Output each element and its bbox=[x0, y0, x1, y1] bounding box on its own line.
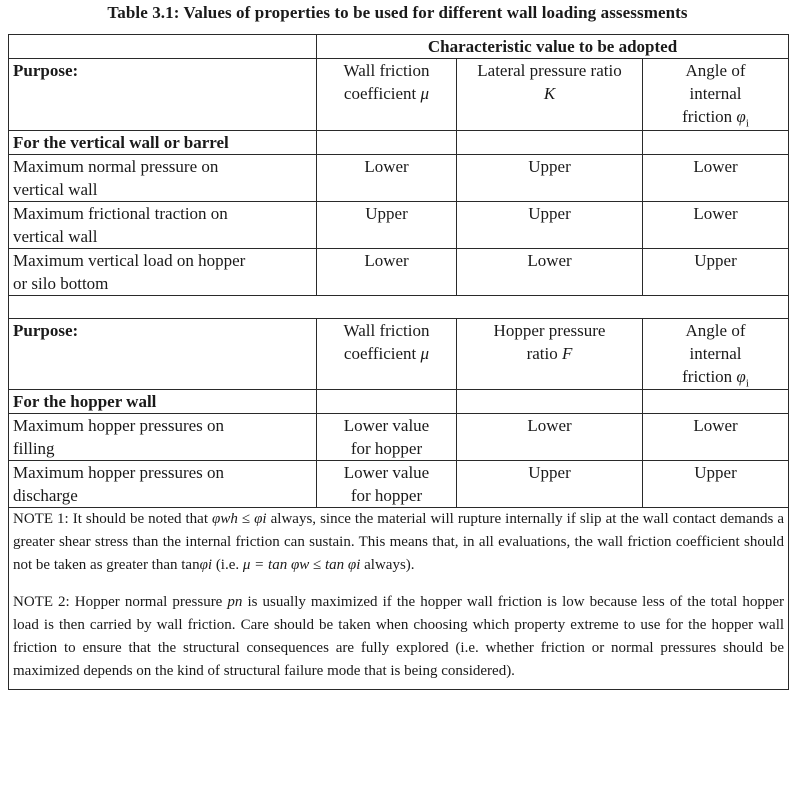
table-row bbox=[9, 155, 789, 202]
row-label: Maximum vertical load on hopper or silo bottom bbox=[9, 249, 317, 296]
cell-k: Upper bbox=[457, 202, 643, 249]
cell-phi: Lower bbox=[643, 414, 789, 461]
note-1: NOTE 1: It should be noted that φwh ≤ φi always, since the material will rupture internally if slip at the wall contact demands a greater shear stress than the internal friction can sustain. This means that, in all evaluations, the wall friction coefficient should not be taken as greater than tanφi (i.e. μ = tan φw ≤ tan φi always). bbox=[13, 511, 785, 573]
cell-phi: Upper bbox=[643, 461, 789, 508]
cell-phi: Lower bbox=[643, 155, 789, 202]
table-row bbox=[9, 414, 789, 461]
group-label-vertical-wall: For the vertical wall or barrel bbox=[9, 131, 317, 155]
row-label: Maximum frictional traction on vertical wall bbox=[9, 202, 317, 249]
group-row-hopper-wall bbox=[9, 390, 789, 414]
col-header-internal-friction: Angle of internal friction $\varphi_i$ bbox=[643, 59, 789, 131]
header-group-row bbox=[9, 35, 789, 59]
table-row bbox=[9, 249, 789, 296]
purpose-label-2: Purpose: bbox=[9, 319, 317, 390]
properties-table bbox=[8, 34, 789, 690]
cell-f: Lower bbox=[457, 414, 643, 461]
purpose-row-1 bbox=[9, 59, 789, 131]
table-row bbox=[9, 461, 789, 508]
cell-k: Lower bbox=[457, 249, 643, 296]
group-label-hopper-wall: For the hopper wall bbox=[9, 390, 317, 414]
cell-mu: Lower bbox=[317, 249, 457, 296]
col-header-wall-friction: Wall friction coefficient μ bbox=[317, 319, 457, 390]
group-row-vertical-wall bbox=[9, 131, 789, 155]
cell-phi: Lower bbox=[643, 202, 789, 249]
purpose-label-1: Purpose: bbox=[9, 59, 317, 131]
cell-mu: Lower bbox=[317, 155, 457, 202]
table-row bbox=[9, 202, 789, 249]
col-header-internal-friction: Angle of internal friction $\varphi_i$ bbox=[643, 319, 789, 390]
cell-f: Upper bbox=[457, 461, 643, 508]
cell-k: Upper bbox=[457, 155, 643, 202]
cell-mu: Lower value for hopper bbox=[317, 414, 457, 461]
notes-row bbox=[9, 508, 789, 690]
spacer-row bbox=[9, 296, 789, 319]
purpose-row-2 bbox=[9, 319, 789, 390]
col-header-lateral-pressure: Lateral pressure ratio K bbox=[457, 59, 643, 131]
cell-phi: Upper bbox=[643, 249, 789, 296]
cell-mu: Lower value for hopper bbox=[317, 461, 457, 508]
cell-mu: Upper bbox=[317, 202, 457, 249]
notes-cell bbox=[9, 508, 789, 690]
table-caption: Table 3.1: Values of properties to be used for different wall loading assessments bbox=[107, 3, 688, 22]
row-label: Maximum hopper pressures on filling bbox=[9, 414, 317, 461]
row-label: Maximum normal pressure on vertical wall bbox=[9, 155, 317, 202]
note-2: NOTE 2: Hopper normal pressure pn is usually maximized if the hopper wall friction is low because less of the total hopper load is then carried by wall friction. Care should be taken when choosing which property extreme to use for the hopper wall friction to ensure that the structural consequences are fully explored (i.e. whether friction or normal pressures should be maximized depends on the kind of structural failure mode that is being considered). bbox=[13, 594, 785, 679]
row-label: Maximum hopper pressures on discharge bbox=[9, 461, 317, 508]
col-header-wall-friction: Wall friction coefficient μ bbox=[317, 59, 457, 131]
header-group-label: Characteristic value to be adopted bbox=[317, 35, 789, 59]
col-header-hopper-pressure: Hopper pressure ratio F bbox=[457, 319, 643, 390]
